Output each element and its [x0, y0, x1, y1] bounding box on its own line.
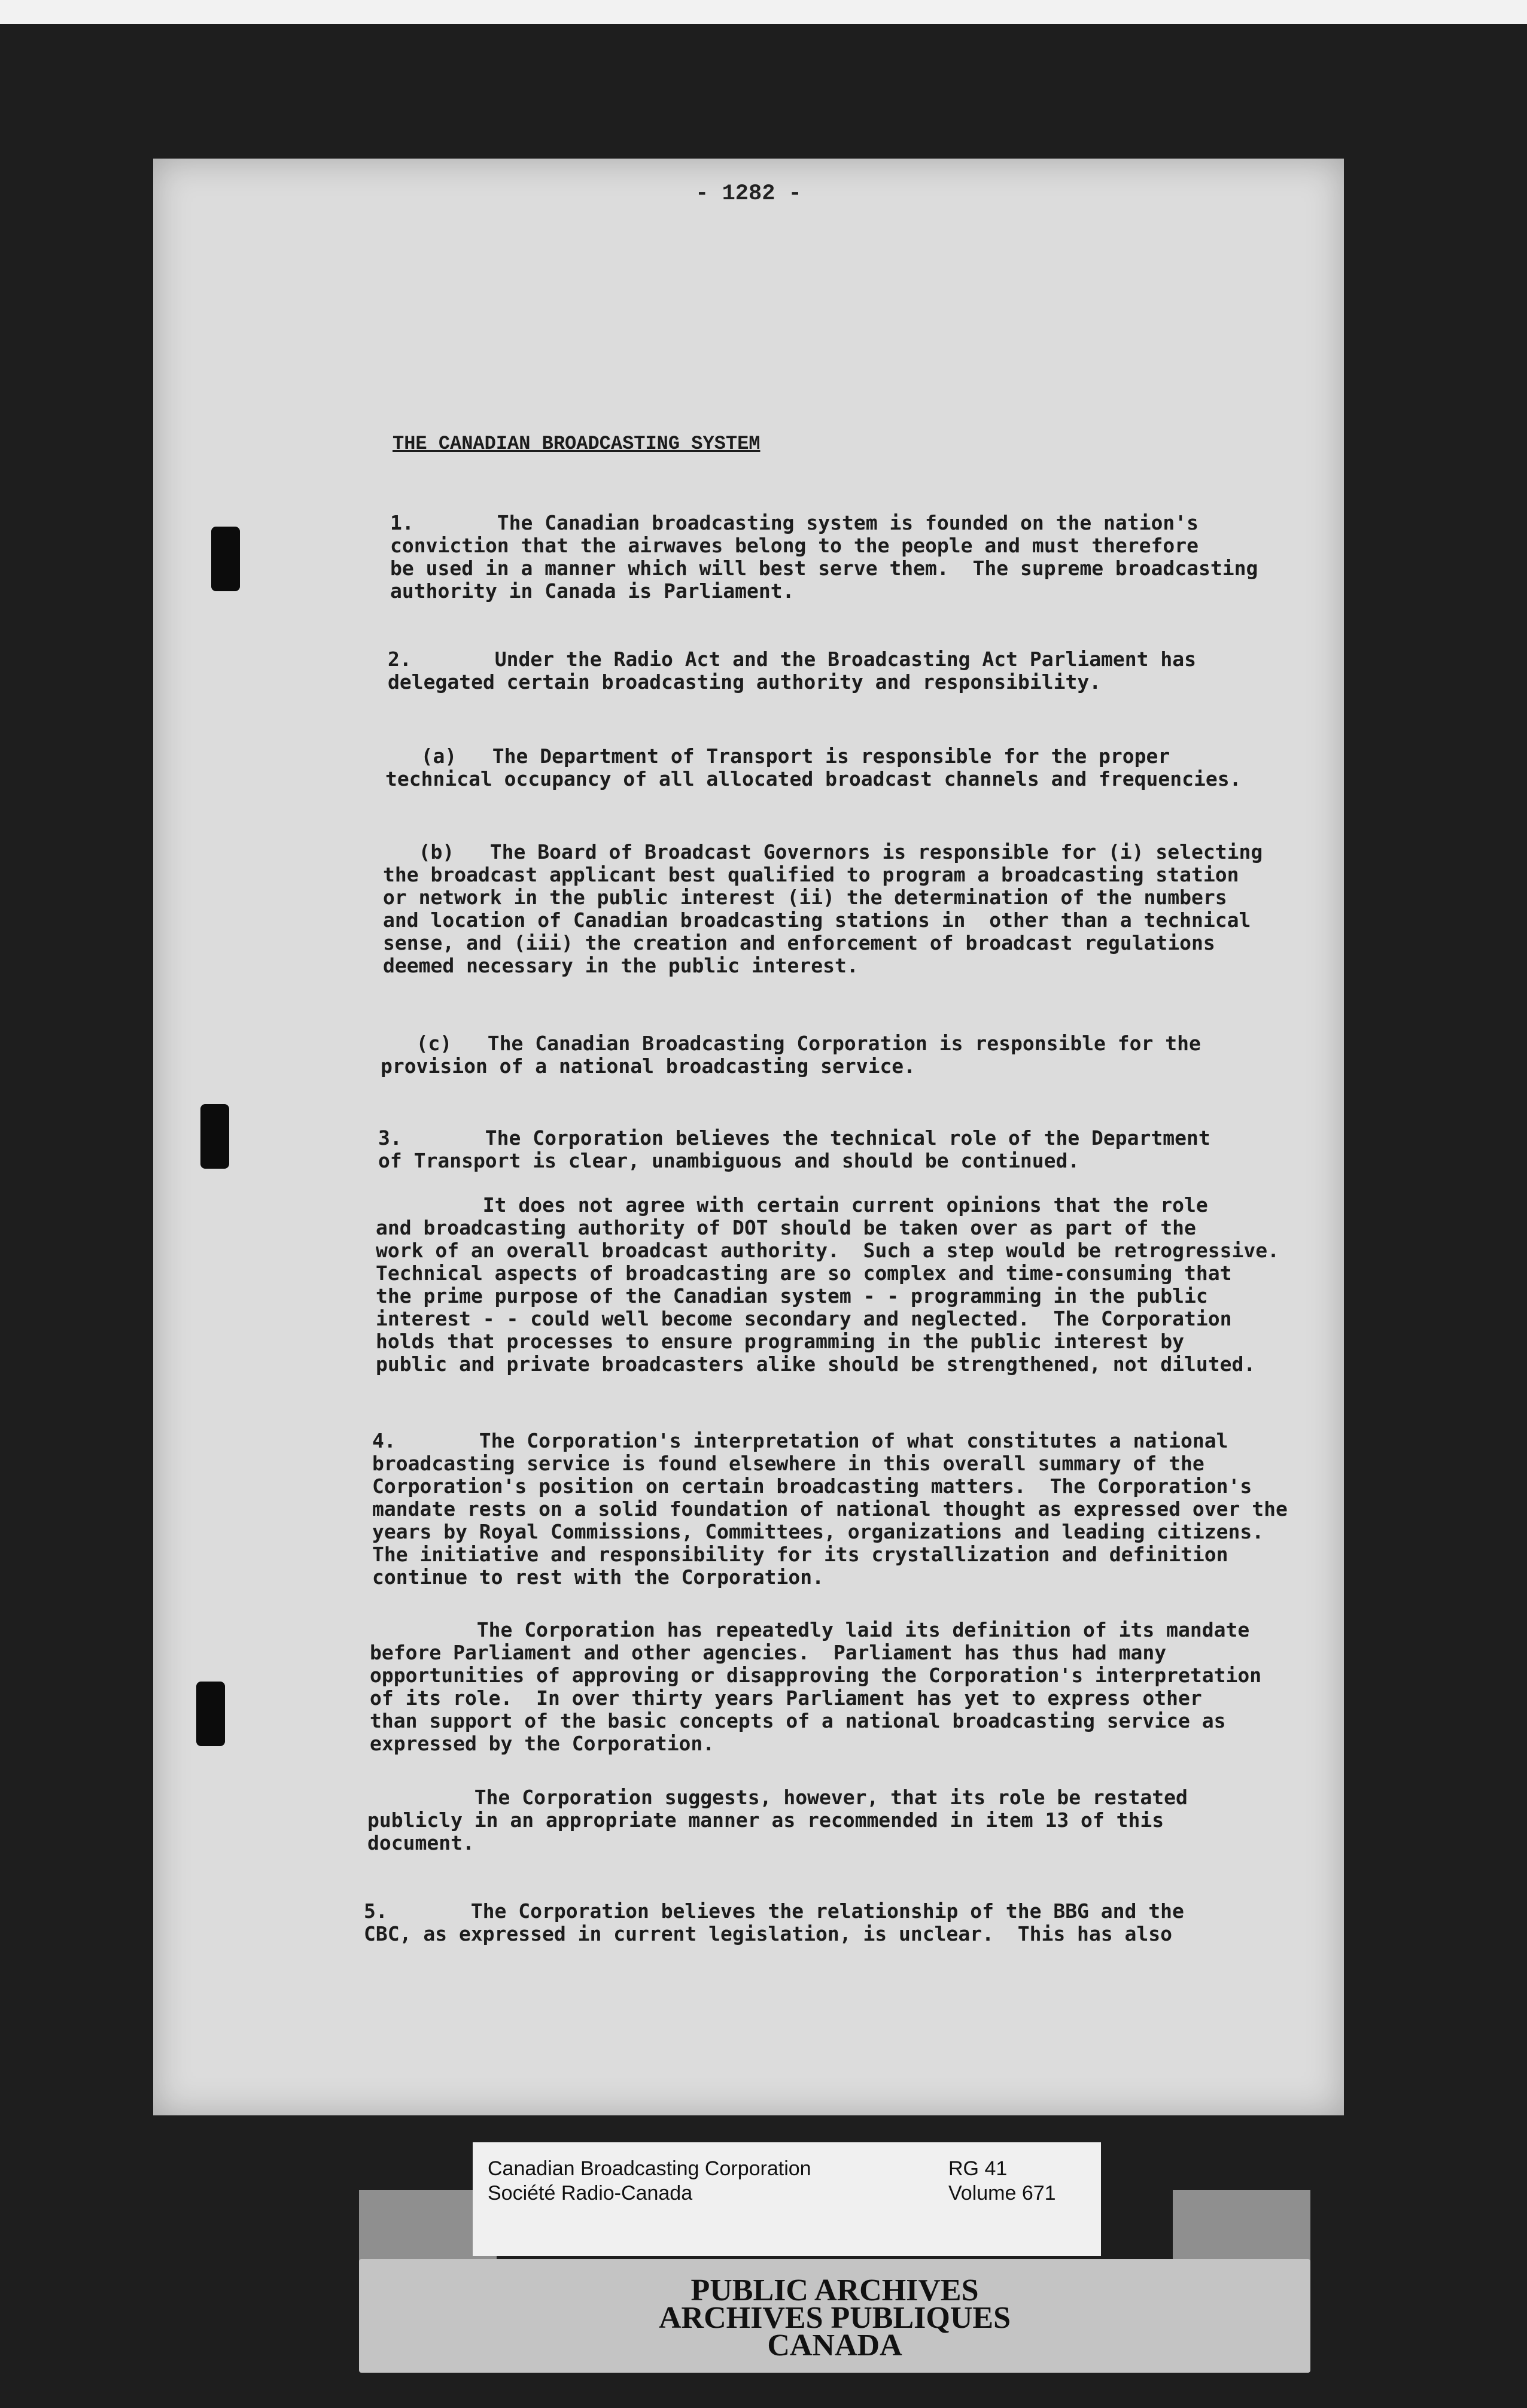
paragraph-3b: It does not agree with certain current opinions that the role and broadcasting authority of DOT should be taken over as part of the work of an overall broadcast authority. Such a step would be retrogressive. Technical aspects of broadcasting are so complex and time-consuming that the prime purpose of the Canadian system - - programming in the public interest - - could well become secondary and neglected. The Corporation holds that processes to ensure programming in the public interest by public and private broadcasters alike should be strengthened, not diluted. [376, 1193, 1279, 1376]
paragraph-4b: The Corporation has repeatedly laid its definition of its mandate before Parliament and other agencies. Parliament has thus had many opportunities of approving or disapproving the Corporation's interpretation of its role. In over thirty years Parliament has yet to express other than support of the basic concepts of a national broadcasting service as expressed by the Corporation. [370, 1618, 1262, 1755]
paragraph-3: 3. The Corporation believes the technical role of the Department of Transport is clear, unambiguous and should be continued. [378, 1126, 1210, 1172]
paragraph-2a: (a) The Department of Transport is responsible for the proper technical occupancy of all allocated broadcast channels and frequencies. [385, 744, 1242, 790]
paragraph-4c: The Corporation suggests, however, that its role be restated publicly in an appropriate manner as recommended in item 13 of this document. [367, 1786, 1188, 1854]
punch-hole [196, 1682, 225, 1746]
paragraph-2c: (c) The Canadian Broadcasting Corporation is responsible for the provision of a national broadcasting service. [381, 1032, 1201, 1078]
archive-label [473, 2142, 1101, 2256]
punch-hole [211, 527, 240, 591]
document-page [153, 159, 1344, 2115]
archive-org-fr: Société Radio-Canada [488, 2182, 693, 2205]
paragraph-2b: (b) The Board of Broadcast Governors is responsible for (i) selecting the broadcast applicant best qualified to program a broadcasting station or network in the public interest (ii) the determination of the numbers and location of Canadian broadcasting stations in other than a technical sense, and (iii) the creation and enforcement of broadcast regulations deemed necessary in the public interest. [383, 840, 1263, 977]
paragraph-1: 1. The Canadian broadcasting system is founded on the nation's conviction that the airwaves belong to the people and must therefore be used in a manner which will best serve them. The supreme broadcasting authority in Canada is Parliament. [390, 511, 1258, 603]
page-number: - 1282 - [695, 181, 802, 206]
stamp-line-1: PUBLIC ARCHIVES [691, 2273, 979, 2307]
scan-top-edge [0, 0, 1527, 24]
archive-org-en: Canadian Broadcasting Corporation [488, 2157, 811, 2180]
archive-volume: Volume 671 [948, 2182, 1056, 2205]
stamp-line-3: CANADA [767, 2328, 902, 2363]
paragraph-2: 2. Under the Radio Act and the Broadcasting Act Parliament has delegated certain broadcasting authority and responsibility. [388, 647, 1197, 694]
punch-hole [200, 1104, 229, 1169]
archive-record-group: RG 41 [948, 2157, 1008, 2180]
paragraph-4: 4. The Corporation's interpretation of what constitutes a national broadcasting service is found elsewhere in this overall summary of the Corporation's position on certain broadcasting matters. The Corporation's mandate rests on a solid foundation of national thought as expressed over the years by Royal Commissions, Committees, organizations and leading citizens. The initiative and responsibility for its crystallization and definition continue to rest with the Corporation. [372, 1429, 1288, 1589]
archives-stamp [359, 2259, 1310, 2373]
paragraph-5: 5. The Corporation believes the relationship of the BBG and the CBC, as expressed in current legislation, is unclear. This has also [364, 1899, 1184, 1945]
document-title: THE CANADIAN BROADCASTING SYSTEM [393, 433, 761, 455]
stamp-line-2: ARCHIVES PUBLIQUES [658, 2301, 1011, 2335]
